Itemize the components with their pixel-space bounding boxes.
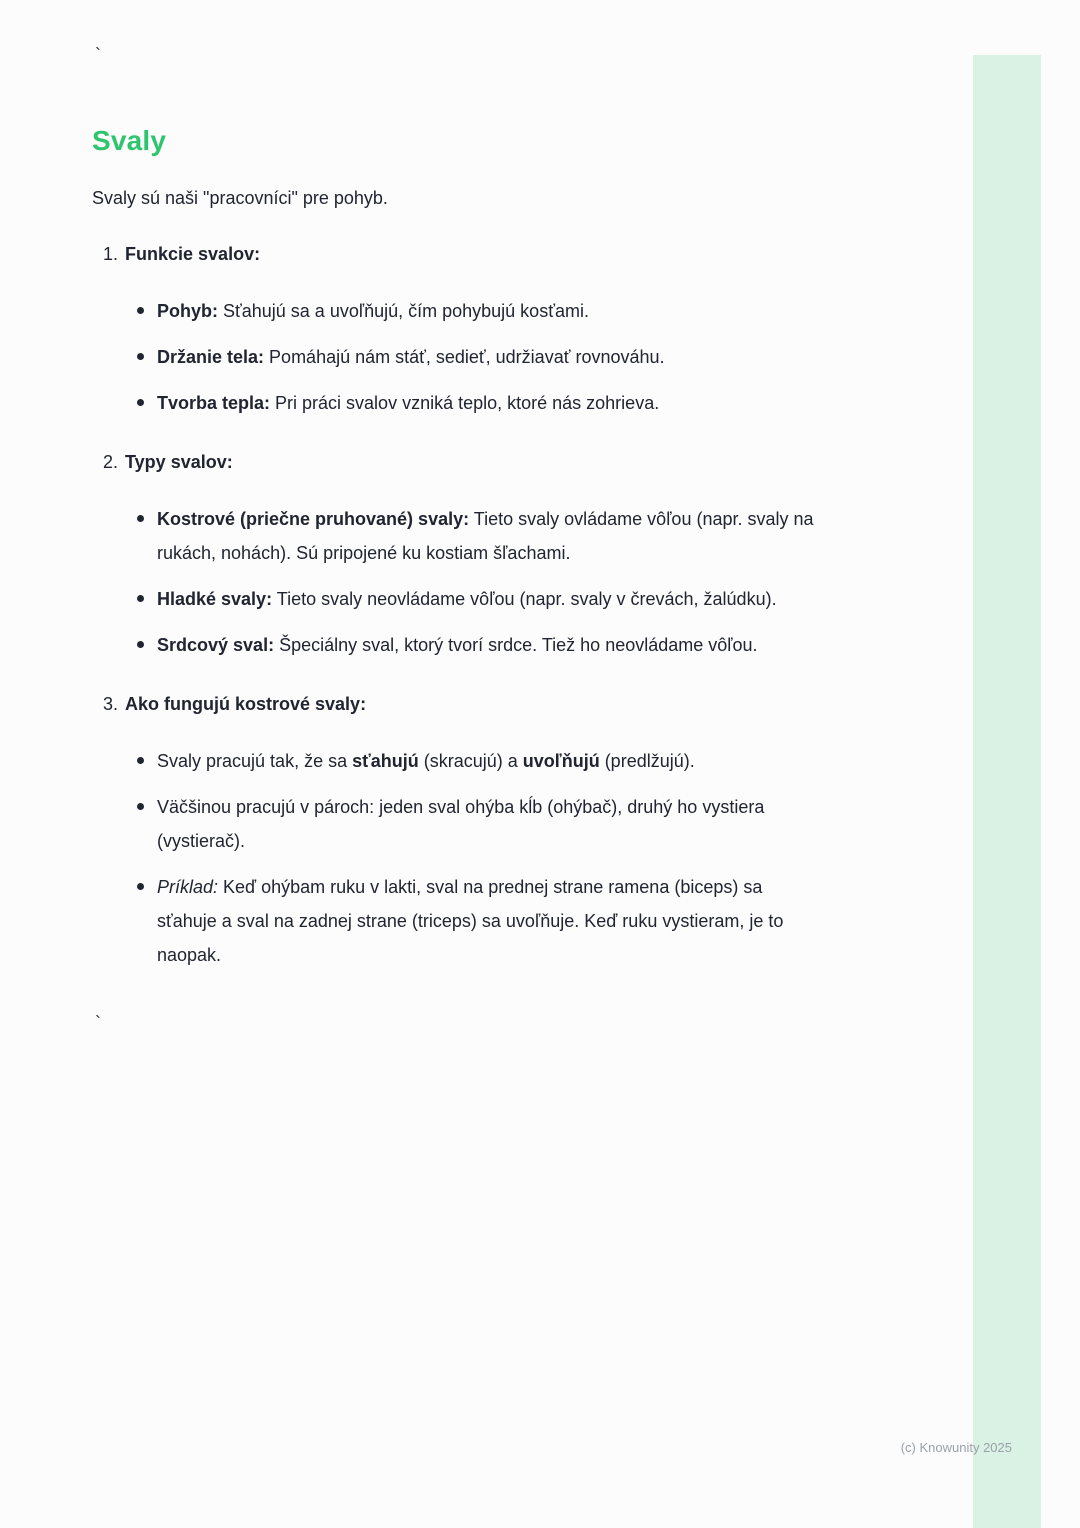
bullet-item: [157, 628, 820, 662]
text-segment: Tieto svaly ovládame vôľou (napr. svaly na rukách, nohách). Sú pripojené ku kostiam šľachami.: [157, 509, 814, 563]
bullet-item: [157, 790, 820, 858]
bullet-item: [157, 502, 820, 570]
text-segment: Väčšinou pracujú v pároch: jeden sval ohýba kĺb (ohýbač), druhý ho vystiera (vystierač).: [157, 797, 765, 851]
bullet-list: [92, 502, 820, 662]
text-segment: Pomáhajú nám stáť, sedieť, udržiavať rovnováhu.: [264, 347, 665, 367]
bullet-list: [92, 294, 820, 420]
section-number: 3.: [103, 694, 119, 714]
bullet-item: [157, 386, 820, 420]
section-title: Funkcie svalov:: [125, 244, 261, 264]
section: [92, 690, 820, 972]
page-title: Svaly: [92, 125, 167, 156]
text-segment: Hladké svaly:: [157, 589, 273, 609]
text-segment: Tieto svaly neovládame vôľou (napr. svaly v črevách, žalúdku).: [272, 589, 777, 609]
sections-list: [92, 240, 820, 972]
bullet-item: [157, 294, 820, 328]
text-segment: Srdcový sval:: [157, 635, 275, 655]
text-segment: sťahujú: [352, 751, 419, 771]
bullet-item: [157, 582, 820, 616]
section-title: Typy svalov:: [125, 452, 233, 472]
bullet-item: [157, 340, 820, 374]
bullet-list: [92, 744, 820, 972]
intro-paragraph: Svaly sú naši "pracovníci" pre pohyb.: [92, 188, 388, 208]
text-segment: Príklad:: [157, 877, 219, 897]
bullet-item: [157, 744, 820, 778]
section-number: 1.: [103, 244, 119, 264]
section-heading: [92, 448, 820, 476]
section-heading: [92, 240, 820, 268]
text-segment: Svaly pracujú tak, že sa: [157, 751, 353, 771]
text-segment: (predlžujú).: [599, 751, 695, 771]
bullet-item: [157, 870, 820, 972]
text-segment: Pohyb:: [157, 301, 218, 321]
section-number: 2.: [103, 452, 119, 472]
section-heading: [92, 690, 820, 718]
text-segment: uvoľňujú: [522, 751, 600, 771]
text-segment: Tvorba tepla:: [157, 393, 271, 413]
section: [92, 448, 820, 662]
text-segment: Držanie tela:: [157, 347, 265, 367]
footer-copyright: (c) Knowunity 2025: [900, 1440, 1012, 1455]
text-segment: Špeciálny sval, ktorý tvorí srdce. Tiež ho neovládame vôľou.: [274, 635, 758, 655]
section: [92, 240, 820, 420]
text-segment: Kostrové (priečne pruhované) svaly:: [157, 509, 470, 529]
text-segment: Pri práci svalov vzniká teplo, ktoré nás zohrieva.: [270, 393, 660, 413]
stray-backtick-top: `: [95, 45, 101, 65]
text-segment: Sťahujú sa a uvoľňujú, čím pohybujú kosťami.: [218, 301, 589, 321]
text-segment: Keď ohýbam ruku v lakti, sval na prednej strane ramena (biceps) sa sťahuje a sval na zadnej strane (triceps) sa uvoľňuje. Keď ruku vystieram, je to naopak.: [157, 877, 784, 965]
stray-backtick-bottom: `: [95, 1013, 101, 1033]
section-title: Ako fungujú kostrové svaly:: [125, 694, 367, 714]
text-segment: (skracujú) a: [418, 751, 523, 771]
